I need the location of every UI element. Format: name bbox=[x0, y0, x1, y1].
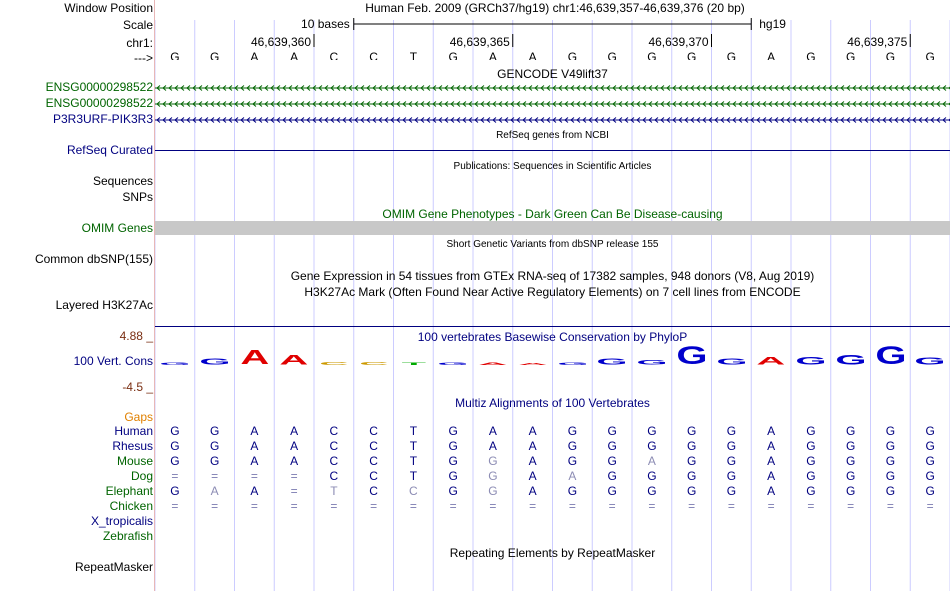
alignment-base: G bbox=[607, 439, 617, 453]
strand-arrow-label[interactable]: ---> bbox=[134, 51, 153, 65]
alignment-base: = bbox=[807, 499, 815, 513]
alignment-base: G bbox=[925, 454, 935, 468]
ruler-tick-label: 46,639,360 bbox=[250, 35, 311, 49]
track-label-vert-cons[interactable]: 100 Vert. Cons bbox=[73, 354, 153, 368]
assembly-position-text: Human Feb. 2009 (GRCh37/hg19) chr1:46,639,357-46,639,376 (20 bp) bbox=[365, 1, 745, 15]
dbsnp-track-title: Short Genetic Variants from dbSNP release 155 bbox=[446, 239, 659, 250]
alignment-base: G bbox=[885, 424, 896, 438]
sequence-base: G bbox=[647, 50, 657, 60]
track-label-ensg-1[interactable]: ENSG00000298522 bbox=[45, 80, 153, 94]
alignment-base: A bbox=[210, 484, 219, 498]
alignment-base: C bbox=[369, 454, 378, 468]
track-label-p3r3urf[interactable]: P3R3URF-PIK3R3 bbox=[52, 112, 153, 126]
base-position-ruler[interactable] bbox=[155, 0, 950, 60]
phylop-letter: G bbox=[874, 342, 906, 370]
alignment-base: A bbox=[250, 484, 259, 498]
omim-gene-band[interactable] bbox=[155, 221, 950, 235]
alignment-base: = bbox=[211, 469, 219, 483]
alignment-base: G bbox=[209, 424, 220, 438]
alignment-base: G bbox=[925, 469, 935, 483]
phylop-letter: G bbox=[636, 359, 668, 367]
sequence-base: A bbox=[528, 50, 537, 60]
phylop-letter: G bbox=[676, 342, 708, 370]
sequence-base: G bbox=[925, 50, 935, 60]
alignment-base: G bbox=[607, 469, 617, 483]
alignment-base: = bbox=[886, 499, 894, 513]
alignment-base: G bbox=[448, 469, 458, 483]
alignment-base: = bbox=[926, 499, 934, 513]
alignment-base: A bbox=[767, 424, 776, 438]
alignment-base: = bbox=[449, 499, 457, 513]
alignment-base: A bbox=[488, 424, 497, 438]
alignment-base: G bbox=[607, 454, 617, 468]
phylop-logo-track[interactable] bbox=[155, 344, 950, 372]
refseq-track-title: RefSeq genes from NCBI bbox=[496, 130, 609, 141]
phylop-letter: G bbox=[715, 357, 747, 367]
alignment-base: G bbox=[845, 454, 856, 468]
sequence-base: G bbox=[726, 50, 737, 60]
alignment-base: = bbox=[608, 499, 616, 513]
alignment-base: A bbox=[647, 454, 656, 468]
alignment-base: C bbox=[329, 469, 339, 483]
alignment-base: G bbox=[647, 469, 657, 483]
alignment-base: G bbox=[488, 469, 498, 483]
sequence-base: G bbox=[567, 50, 578, 60]
alignment-base: G bbox=[686, 484, 697, 498]
gene-model-p3r3urf[interactable] bbox=[155, 118, 950, 123]
alignment-base: G bbox=[567, 424, 578, 438]
alignment-base: G bbox=[885, 454, 896, 468]
alignment-base: G bbox=[647, 484, 657, 498]
species-label-mouse[interactable]: Mouse bbox=[116, 454, 153, 468]
alignment-base: A bbox=[290, 454, 299, 468]
track-label-gaps: Gaps bbox=[124, 410, 153, 424]
alignment-base: = bbox=[370, 499, 378, 513]
alignment-base: G bbox=[686, 469, 697, 483]
species-label-chicken[interactable]: Chicken bbox=[109, 499, 153, 513]
alignment-base: C bbox=[369, 484, 378, 498]
alignment-base: G bbox=[845, 484, 856, 498]
sequence-base: G bbox=[448, 50, 458, 60]
alignment-base: G bbox=[567, 439, 578, 453]
alignment-base: G bbox=[488, 454, 498, 468]
alignment-base: G bbox=[726, 484, 737, 498]
phylop-letter: G bbox=[596, 357, 628, 367]
alignment-base: G bbox=[726, 469, 737, 483]
alignment-base: G bbox=[845, 424, 856, 438]
track-label-repeatmasker[interactable]: RepeatMasker bbox=[74, 560, 153, 574]
track-label-snps[interactable]: SNPs bbox=[122, 190, 153, 204]
track-label-h3k27ac[interactable]: Layered H3K27Ac bbox=[55, 298, 153, 312]
cons-max-label: 4.88 _ bbox=[119, 329, 153, 343]
phylop-letter: G bbox=[556, 361, 588, 366]
alignment-base: A bbox=[250, 454, 259, 468]
alignment-base: G bbox=[726, 439, 737, 453]
species-label-elephant[interactable]: Elephant bbox=[105, 484, 153, 498]
alignment-base: A bbox=[250, 424, 259, 438]
phylop-letter: C bbox=[319, 360, 349, 366]
alignment-base: T bbox=[409, 424, 418, 438]
alignment-base: = bbox=[211, 499, 219, 513]
gtex-track-title: Gene Expression in 54 tissues from GTEx RNA-seq of 17382 samples, 948 donors (V8, Aug 2019) bbox=[290, 269, 815, 283]
phylop-letter: A bbox=[518, 362, 548, 366]
ruler-tick-label: 46,639,370 bbox=[648, 35, 709, 49]
alignment-base: A bbox=[568, 469, 577, 483]
phylop-letter: C bbox=[359, 360, 389, 366]
alignment-base: G bbox=[209, 439, 220, 453]
sequence-base: A bbox=[488, 50, 497, 60]
species-label-human[interactable]: Human bbox=[114, 424, 153, 438]
alignment-base: G bbox=[806, 454, 816, 468]
alignment-base: A bbox=[528, 439, 537, 453]
alignment-base: G bbox=[686, 454, 697, 468]
sequence-base: G bbox=[170, 50, 180, 60]
alignment-base: G bbox=[806, 469, 816, 483]
alignment-base: = bbox=[409, 499, 417, 513]
ruler-tick-label: 46,639,365 bbox=[449, 35, 510, 49]
alignment-base: = bbox=[529, 499, 537, 513]
alignment-base: A bbox=[767, 439, 776, 453]
window-position-label[interactable]: Window Position bbox=[64, 1, 153, 15]
sequence-base: G bbox=[845, 50, 856, 60]
multiz-track-title: Multiz Alignments of 100 Vertebrates bbox=[455, 396, 650, 410]
scale-label: Scale bbox=[122, 18, 153, 32]
alignment-base: = bbox=[767, 499, 775, 513]
sequence-base: T bbox=[409, 50, 418, 60]
track-image-panel[interactable] bbox=[155, 0, 950, 591]
alignment-base: = bbox=[250, 469, 258, 483]
alignment-base: G bbox=[567, 484, 578, 498]
alignment-base: G bbox=[448, 424, 458, 438]
sequence-base: G bbox=[607, 50, 617, 60]
track-label-ensg-2[interactable]: ENSG00000298522 bbox=[45, 96, 153, 110]
track-label-omim[interactable]: OMIM Genes bbox=[81, 221, 153, 235]
phylop-letter: G bbox=[437, 361, 469, 366]
alignment-base: G bbox=[448, 484, 458, 498]
phylop-letter: A bbox=[279, 352, 309, 368]
alignment-base: G bbox=[925, 439, 935, 453]
alignment-base: C bbox=[409, 484, 418, 498]
gene-model-ensg-1[interactable] bbox=[155, 86, 950, 91]
alignment-base: G bbox=[885, 439, 896, 453]
alignment-base: = bbox=[330, 499, 338, 513]
alignment-base: G bbox=[607, 484, 617, 498]
alignment-base: G bbox=[170, 454, 180, 468]
sequence-base: G bbox=[686, 50, 697, 60]
chromosome-label: chr1: bbox=[126, 36, 153, 50]
alignment-base: G bbox=[448, 454, 458, 468]
h3k27ac-baseline bbox=[155, 326, 950, 327]
phylop-letter: G bbox=[795, 355, 827, 368]
alignment-base: G bbox=[170, 424, 180, 438]
cons-min-label: -4.5 _ bbox=[122, 380, 153, 394]
omim-track-title: OMIM Gene Phenotypes - Dark Green Can Be Disease-causing bbox=[382, 207, 723, 221]
alignment-base: G bbox=[686, 439, 697, 453]
ruler-tick-label: 46,639,375 bbox=[847, 35, 908, 49]
sequence-base: A bbox=[250, 50, 259, 60]
alignment-base: G bbox=[488, 484, 498, 498]
alignment-base: G bbox=[567, 454, 578, 468]
alignment-base: G bbox=[647, 439, 657, 453]
alignment-base: = bbox=[171, 499, 179, 513]
phylop-letter: A bbox=[478, 361, 508, 366]
repeatmasker-track-title: Repeating Elements by RepeatMasker bbox=[449, 546, 656, 560]
sequence-base: C bbox=[329, 50, 339, 60]
alignment-base: T bbox=[409, 439, 418, 453]
alignment-base: A bbox=[250, 439, 259, 453]
alignment-base: = bbox=[171, 469, 179, 483]
alignment-base: A bbox=[488, 439, 497, 453]
track-label-column bbox=[0, 0, 155, 591]
alignment-base: T bbox=[330, 484, 338, 498]
alignment-base: A bbox=[528, 424, 537, 438]
track-label-refseq[interactable]: RefSeq Curated bbox=[66, 143, 153, 157]
phylop-letter: G bbox=[835, 352, 867, 368]
alignment-base: C bbox=[369, 469, 378, 483]
alignment-base: A bbox=[528, 454, 537, 468]
alignment-base: = bbox=[648, 499, 656, 513]
alignment-base: G bbox=[925, 424, 935, 438]
alignment-base: C bbox=[369, 424, 378, 438]
alignment-base: = bbox=[847, 499, 855, 513]
alignment-base: A bbox=[767, 469, 776, 483]
alignment-base: = bbox=[568, 499, 576, 513]
alignment-base: G bbox=[647, 424, 657, 438]
phylop-track-title: 100 vertebrates Basewise Conservation by PhyloP bbox=[417, 330, 688, 344]
alignment-base: C bbox=[329, 439, 339, 453]
alignment-base: G bbox=[806, 439, 816, 453]
alignment-base: G bbox=[607, 424, 617, 438]
assembly-db-label: hg19 bbox=[759, 17, 786, 31]
alignment-base: = bbox=[250, 499, 258, 513]
alignment-base: G bbox=[726, 424, 737, 438]
sequence-base: C bbox=[369, 50, 378, 60]
alignment-base: = bbox=[489, 499, 497, 513]
multiz-alignment-block[interactable] bbox=[155, 424, 950, 544]
h3k27ac-track-title: H3K27Ac Mark (Often Found Near Active Regulatory Elements) on 7 cell lines from ENCODE bbox=[304, 285, 801, 299]
phylop-letter: A bbox=[756, 355, 786, 368]
species-label-rhesus[interactable]: Rhesus bbox=[112, 439, 153, 453]
phylop-letter: G bbox=[914, 355, 946, 368]
alignment-base: A bbox=[528, 484, 537, 498]
species-label-dog[interactable]: Dog bbox=[130, 469, 153, 483]
alignment-base: G bbox=[885, 469, 896, 483]
phylop-letter: G bbox=[159, 361, 191, 366]
alignment-base: = bbox=[688, 499, 696, 513]
sequence-base: G bbox=[806, 50, 816, 60]
alignment-base: A bbox=[290, 439, 299, 453]
alignment-base: = bbox=[290, 484, 298, 498]
track-label-dbsnp[interactable]: Common dbSNP(155) bbox=[34, 252, 153, 266]
sequence-base: G bbox=[885, 50, 896, 60]
alignment-base: A bbox=[290, 424, 299, 438]
sequence-base: G bbox=[209, 50, 220, 60]
alignment-base: = bbox=[290, 469, 298, 483]
phylop-letter: T bbox=[401, 361, 426, 366]
alignment-base: T bbox=[409, 469, 418, 483]
species-label-zebrafish[interactable]: Zebrafish bbox=[102, 529, 153, 543]
alignment-base: A bbox=[767, 484, 776, 498]
alignment-base: G bbox=[806, 484, 816, 498]
alignment-base: G bbox=[686, 424, 697, 438]
publications-track-title: Publications: Sequences in Scientific Articles bbox=[453, 161, 652, 172]
alignment-base: G bbox=[885, 484, 896, 498]
phylop-letter: G bbox=[199, 357, 231, 367]
refseq-gene-line[interactable] bbox=[155, 150, 950, 151]
sequence-base: A bbox=[767, 50, 776, 60]
alignment-base: G bbox=[925, 484, 935, 498]
alignment-base: C bbox=[329, 424, 339, 438]
alignment-base: A bbox=[767, 454, 776, 468]
alignment-base: G bbox=[845, 439, 856, 453]
gene-model-ensg-2[interactable] bbox=[155, 102, 950, 107]
track-label-sequences[interactable]: Sequences bbox=[92, 174, 153, 188]
alignment-base: C bbox=[329, 454, 339, 468]
alignment-base: G bbox=[170, 439, 180, 453]
alignment-base: C bbox=[369, 439, 378, 453]
alignment-base: T bbox=[409, 454, 418, 468]
alignment-base: A bbox=[528, 469, 537, 483]
alignment-base: G bbox=[170, 484, 180, 498]
alignment-base: G bbox=[726, 454, 737, 468]
phylop-letter: A bbox=[239, 346, 269, 370]
alignment-base: = bbox=[727, 499, 735, 513]
alignment-base: G bbox=[448, 439, 458, 453]
alignment-base: G bbox=[209, 454, 220, 468]
alignment-base: = bbox=[290, 499, 298, 513]
scale-bar-label: 10 bases bbox=[301, 17, 350, 31]
alignment-base: G bbox=[806, 424, 816, 438]
alignment-base: G bbox=[845, 469, 856, 483]
gencode-track-title: GENCODE V49lift37 bbox=[497, 67, 608, 81]
sequence-base: A bbox=[290, 50, 299, 60]
species-label-x_tropicalis[interactable]: X_tropicalis bbox=[90, 514, 153, 528]
